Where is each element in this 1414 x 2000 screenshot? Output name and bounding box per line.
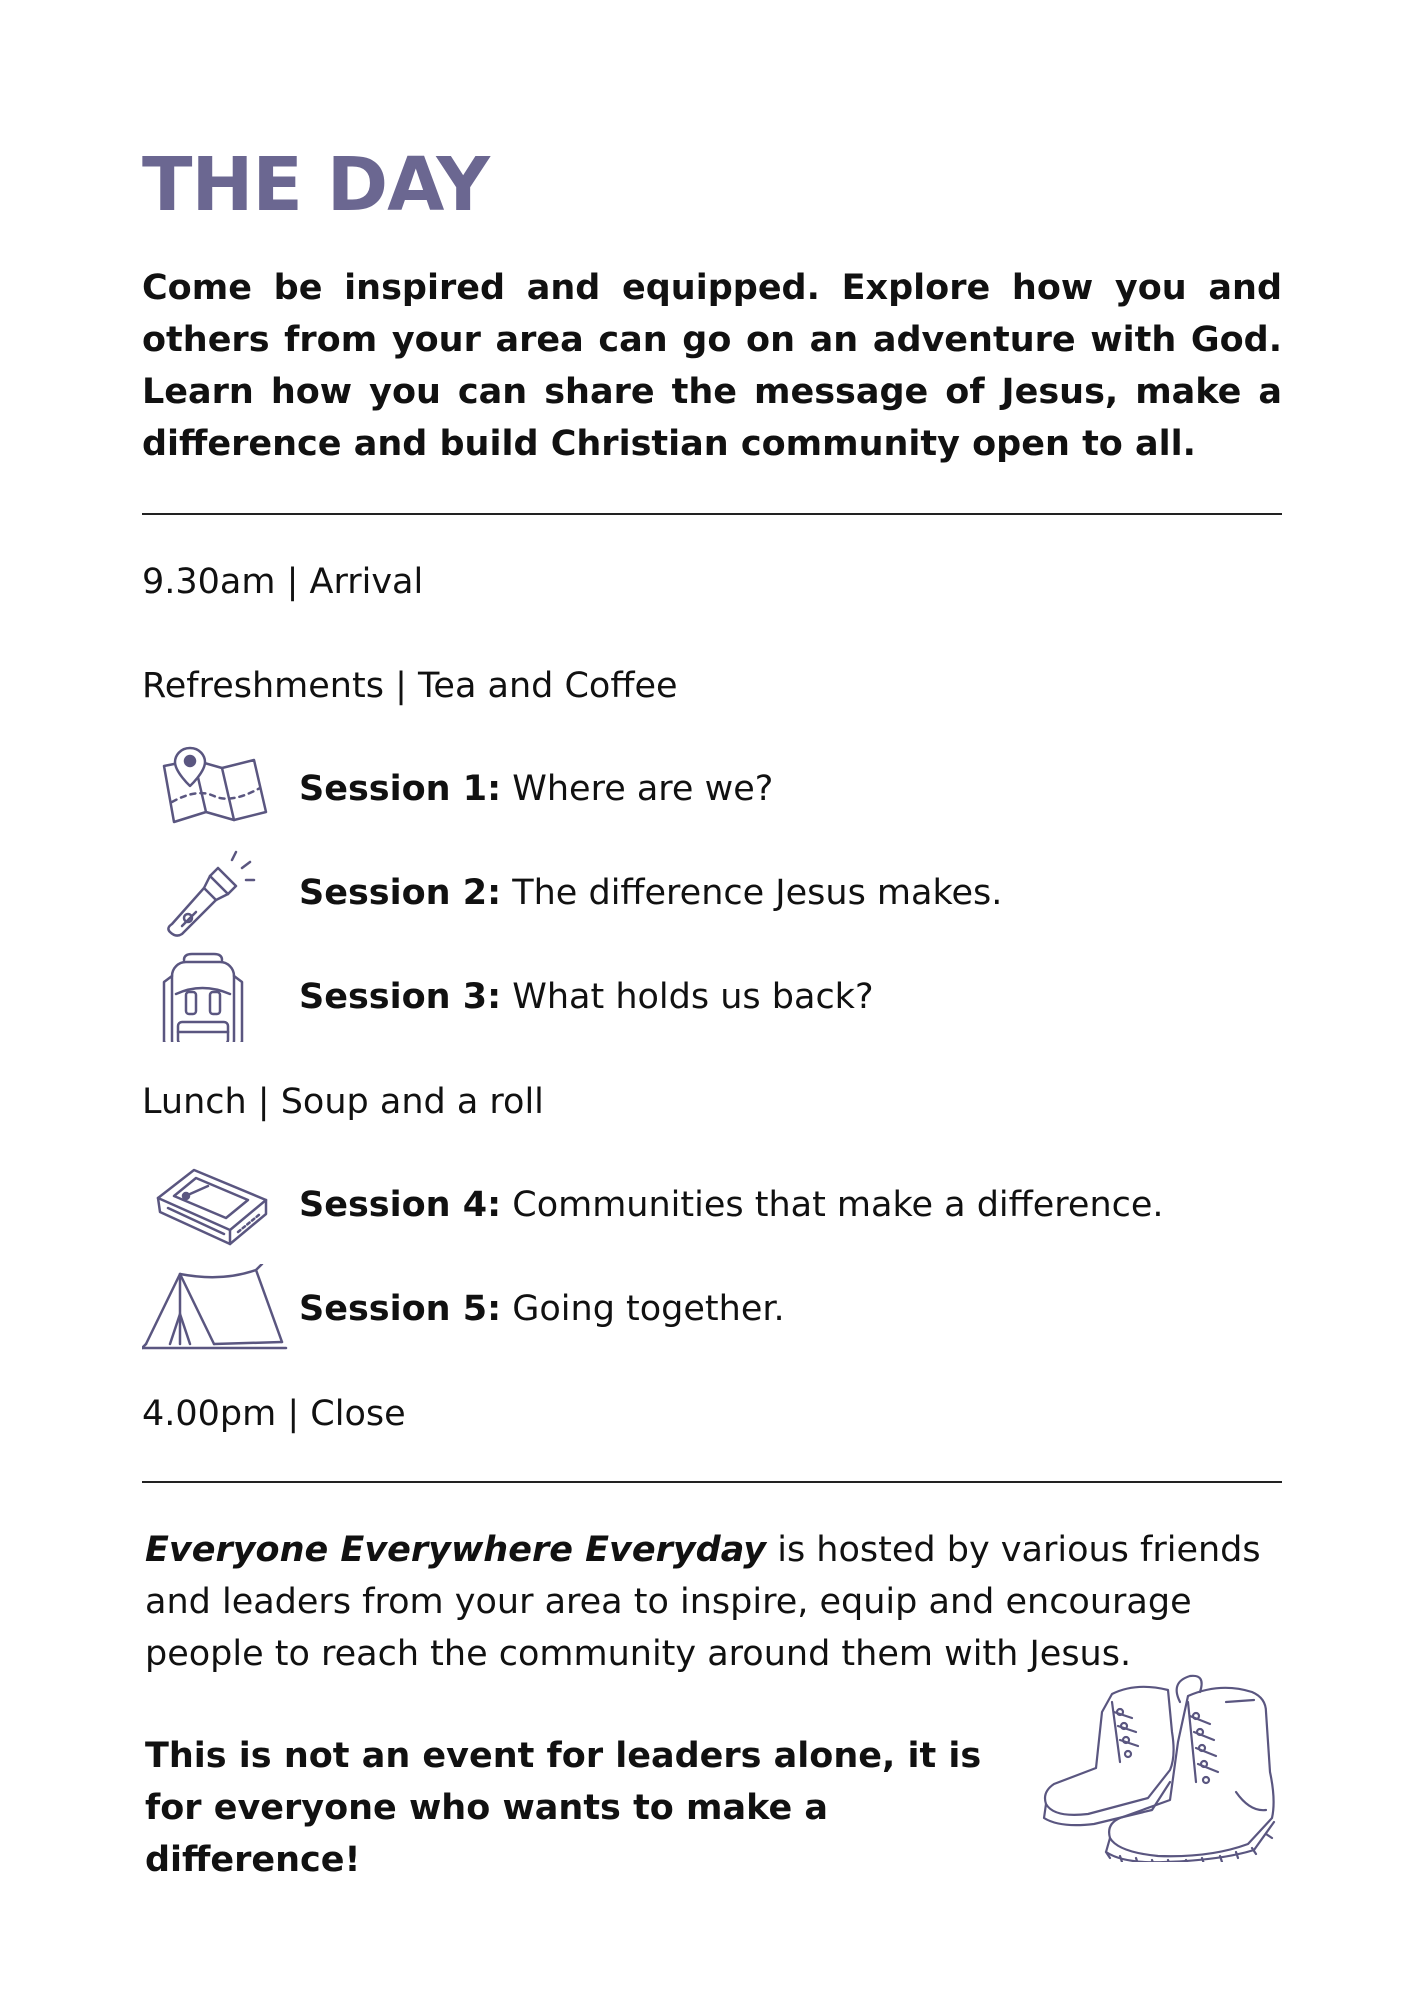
- session-3: [142, 952, 1282, 1042]
- event-name: Everyone Everywhere Everyday: [145, 1530, 767, 1570]
- session-4-title: Communities that make a difference.: [512, 1185, 1164, 1225]
- session-2: [142, 848, 1282, 938]
- session-5: [142, 1264, 1282, 1354]
- page: [142, 0, 1282, 2000]
- session-3-title: What holds us back?: [512, 977, 874, 1017]
- session-1-text: [299, 767, 773, 811]
- close-line: 4.00pm | Close: [142, 1394, 406, 1434]
- backpack-icon: [142, 952, 292, 1042]
- session-1-label: Session 1:: [299, 769, 502, 809]
- arrival-line: 9.30am | Arrival: [142, 562, 424, 602]
- session-2-text: [299, 871, 1002, 915]
- session-4-text: [299, 1183, 1164, 1227]
- session-4-label: Session 4:: [299, 1185, 502, 1225]
- session-2-title: The difference Jesus makes.: [512, 873, 1003, 913]
- session-1: [142, 744, 1282, 834]
- session-3-text: [299, 975, 874, 1019]
- tent-icon: [142, 1264, 292, 1354]
- divider-bottom: [142, 1481, 1282, 1483]
- about-text: [145, 1524, 1285, 1680]
- hiking-boots-icon: [1040, 1672, 1284, 1862]
- session-4: [142, 1160, 1282, 1250]
- map-pin-icon: [142, 744, 292, 834]
- lunch-line: Lunch | Soup and a roll: [142, 1082, 544, 1122]
- matchbox-icon: [142, 1160, 292, 1250]
- closing-statement: This is not an event for leaders alone, it is for everyone who wants to make a difference!: [145, 1736, 982, 1880]
- session-5-text: [299, 1287, 785, 1331]
- session-5-label: Session 5:: [299, 1289, 502, 1329]
- divider-top: [142, 513, 1282, 515]
- intro-text: Come be inspired and equipped. Explore how you and others from your area can go on an adventure with God. Learn how you can share the message of Jesus, make a difference and build Christian community open to all.: [142, 268, 1282, 464]
- page-title: THE DAY: [142, 142, 489, 228]
- session-2-label: Session 2:: [299, 873, 502, 913]
- refreshments-line: Refreshments | Tea and Coffee: [142, 666, 678, 706]
- session-5-title: Going together.: [512, 1289, 785, 1329]
- about-description: is hosted by various friends and leaders from your area to inspire, equip and encourage people to reach the community around them with Jesus.: [145, 1530, 1261, 1674]
- session-1-title: Where are we?: [512, 769, 774, 809]
- flashlight-icon: [142, 848, 292, 938]
- session-3-label: Session 3:: [299, 977, 502, 1017]
